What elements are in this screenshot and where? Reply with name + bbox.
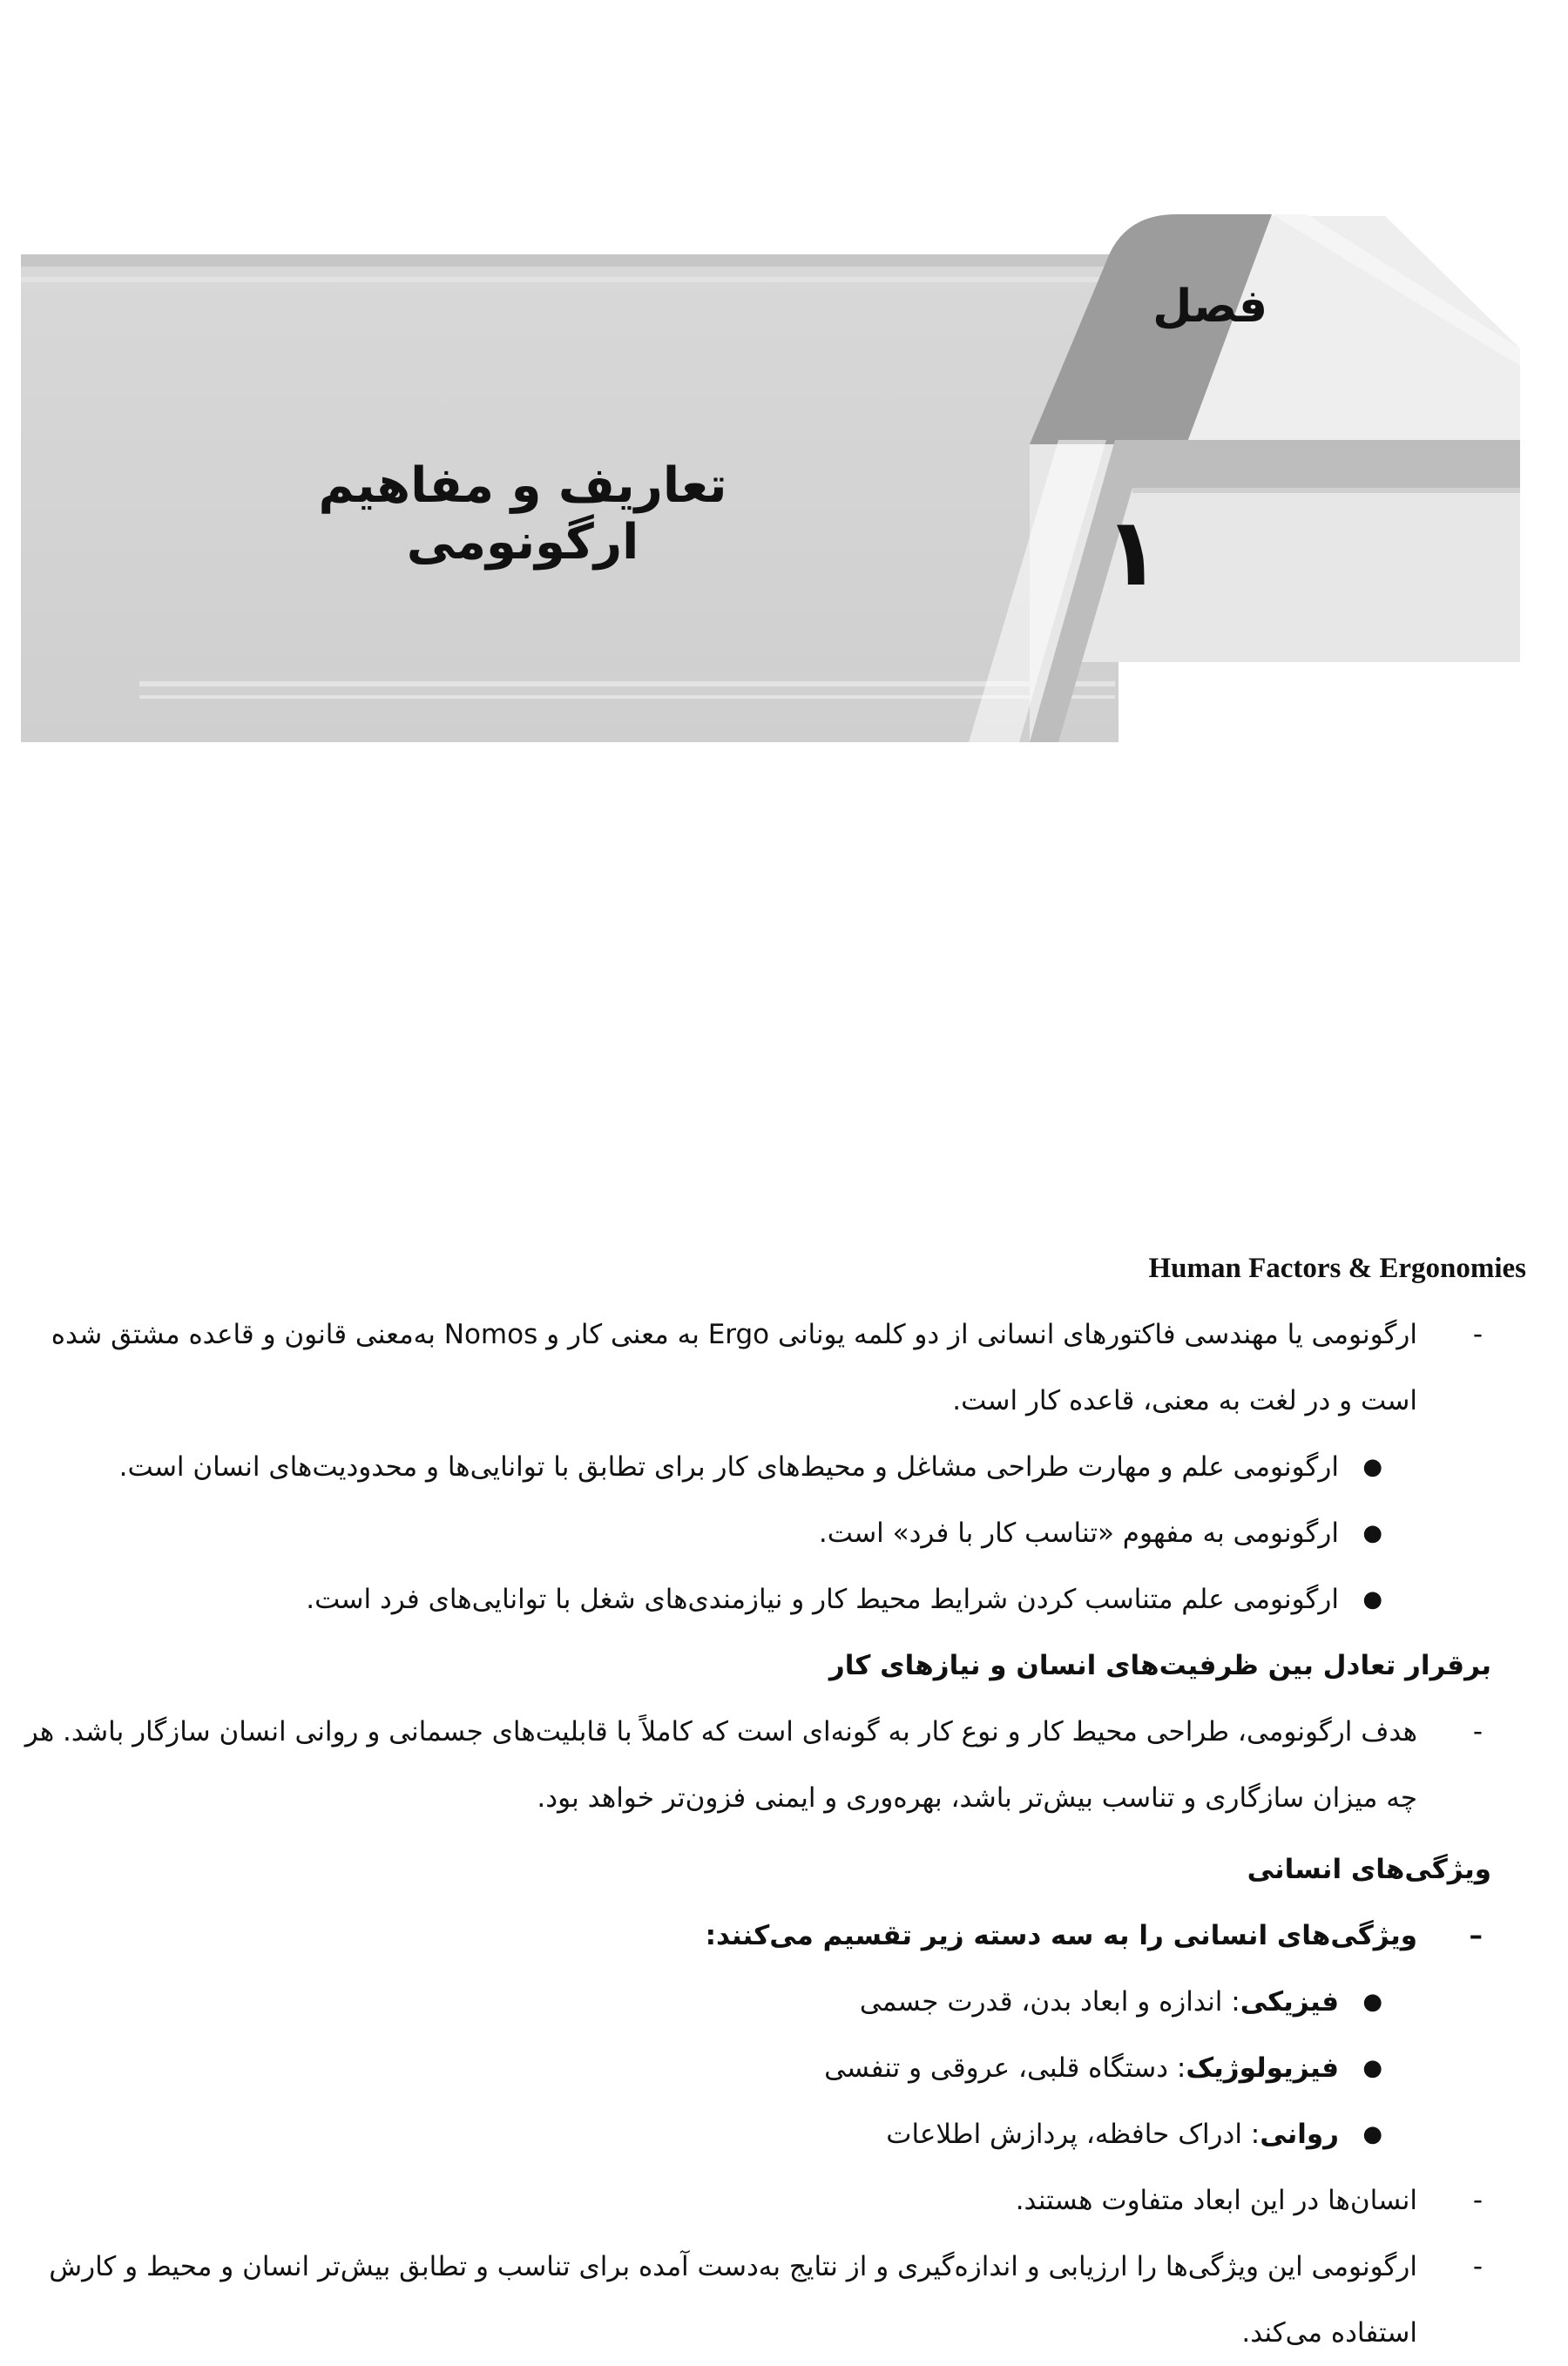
- english-heading: Human Factors & Ergonomies: [1148, 1253, 1526, 1284]
- intro-text: ارگونومی یا مهندسی فاکتورهای انسانی از دو کلمه یونانی Ergo به معنی کار و Nomos به‌معنی قانون و قاعده مشتق شده است و در لغت به معنی، قاعده کار است.: [51, 1319, 1417, 1416]
- chapter-body: [19, 1235, 1526, 2366]
- chapter-title: تعاریف و مفاهیم ارگونومی: [318, 457, 727, 571]
- trait-term: روانی: [1260, 2119, 1339, 2150]
- dash-marker: -: [1472, 2251, 1483, 2282]
- goal-text: هدف ارگونومی، طراحی محیط کار و نوع کار به گونه‌ای است که کاملاً با قابلیت‌های جسمانی و روانی انسان سازگار باشد. هر چه میزان سازگاری و تناسب بیش‌تر باشد، بهره‌وری و ایمنی فزون‌تر خواهد بود.: [24, 1716, 1417, 1814]
- list-item: [19, 2035, 1526, 2101]
- list-item: [19, 1434, 1526, 1500]
- bullet-marker: ●: [1362, 1520, 1382, 1546]
- bullet-text: ارگونومی علم متناسب کردن شرایط محیط کار و نیازمندی‌های شغل با توانایی‌های فرد است.: [306, 1584, 1339, 1615]
- trait-desc: : ادراک حافظه، پردازش اطلاعات: [886, 2119, 1260, 2150]
- bullet-text: ارگونومی علم و مهارت طراحی مشاغل و محیط‌های کار برای تطابق با توانایی‌ها و محدودیت‌های انسان است.: [118, 1451, 1339, 1483]
- list-item: [19, 2101, 1526, 2167]
- chapter-banner: [0, 0, 1568, 784]
- eval-text: ارگونومی این ویژگی‌ها را ارزیابی و اندازه‌گیری و از نتایج به‌دست آمده برای تناسب و تطابق بیش‌تر انسان و محیط و کارش استفاده می‌کند.: [49, 2251, 1417, 2349]
- dash-marker: -: [1472, 1319, 1483, 1350]
- list-item: [19, 1500, 1526, 1566]
- section-heading-traits: ویژگی‌های انسانی: [1247, 1854, 1491, 1885]
- section-heading-balance: برقرار تعادل بین ظرفیت‌های انسان و نیازهای کار: [828, 1650, 1491, 1681]
- bullet-marker: ●: [1362, 1989, 1382, 2015]
- bullet-marker: ●: [1362, 1454, 1382, 1480]
- bullet-marker: ●: [1362, 2055, 1382, 2081]
- trait-desc: : دستگاه قلبی، عروقی و تنفسی: [824, 2052, 1186, 2084]
- traits-intro-text: ویژگی‌های انسانی را به سه دسته زیر تقسیم می‌کنند:: [705, 1920, 1417, 1951]
- dash-marker: -: [1472, 1716, 1483, 1747]
- list-item: [19, 1969, 1526, 2035]
- diff-paragraph: [19, 2167, 1526, 2234]
- traits-intro: [19, 1903, 1526, 1969]
- trait-desc: : اندازه و ابعاد بدن، قدرت جسمی: [859, 1986, 1240, 2018]
- chapter-label: فصل: [1152, 281, 1267, 333]
- bullet-marker: ●: [1362, 1586, 1382, 1612]
- dash-marker: -: [1472, 2185, 1483, 2216]
- bullet-text: ارگونومی به مفهوم «تناسب کار با فرد» است.: [818, 1518, 1339, 1549]
- goal-paragraph: [19, 1699, 1526, 1831]
- trait-term: فیزیکی: [1240, 1986, 1339, 2018]
- intro-paragraph: [19, 1301, 1526, 1434]
- trait-term: فیزیولوژیک: [1186, 2052, 1339, 2084]
- bullet-marker: ●: [1362, 2121, 1382, 2147]
- dash-marker: –: [1469, 1920, 1483, 1951]
- diff-text: انسان‌ها در این ابعاد متفاوت هستند.: [1015, 2185, 1417, 2216]
- chapter-number: ۱: [1104, 498, 1161, 607]
- eval-paragraph: [19, 2234, 1526, 2366]
- list-item: [19, 1566, 1526, 1633]
